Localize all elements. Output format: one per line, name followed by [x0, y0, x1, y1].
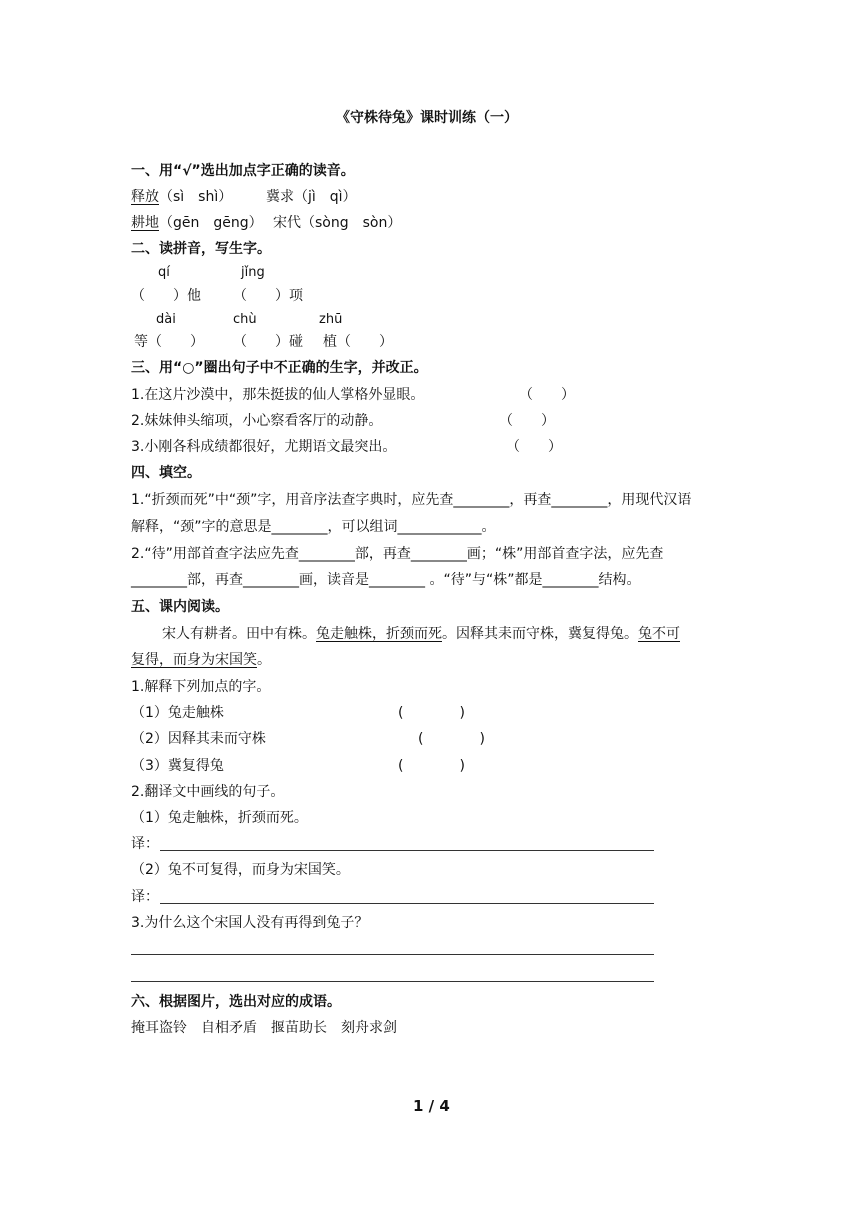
correction-q3-blank: （ ）	[506, 439, 562, 455]
passage-underlined: 复得，而身为宋国笑	[131, 652, 257, 668]
fill-q2-line1: 2.“待”用部首查字法应先查________部，再查________画；“株”用部首查字法，应先查	[131, 546, 664, 562]
word-gengdi: 耕地	[131, 215, 159, 231]
passage-underlined: 兔不可	[638, 626, 680, 642]
correction-q1: 1.在这片沙漠中，那朱挺拔的仙人掌格外显眼。	[131, 387, 425, 403]
section-2-heading: 二、读拼音，写生字。	[131, 241, 271, 257]
correction-q3: 3.小刚各科成绩都很好，尤期语文最突出。	[131, 439, 397, 455]
section-5-heading: 五、课内阅读。	[131, 599, 229, 615]
passage-text: 宋人有耕者。田中有株。	[162, 626, 316, 642]
pinyin-options: （jì qì）	[294, 189, 357, 205]
pinyin-dai: dài	[156, 312, 176, 327]
pinyin-zhu: zhū	[319, 312, 343, 327]
reading-q1-a: （1）兔走触株	[131, 705, 224, 721]
blank-zhu: 植（ ）	[323, 334, 393, 350]
fill-q1-line1: 1.“折颈而死”中“颈”字，用音序法查字典时，应先查________，再查________，用现代汉语	[131, 492, 692, 508]
passage-underlined: 兔走触株，折颈而死	[316, 626, 442, 642]
reading-q3: 3.为什么这个宋国人没有再得到兔子？	[131, 915, 369, 931]
translation-label-2: 译：	[131, 889, 159, 905]
correction-q2: 2.妹妹伸头缩项，小心察看客厅的动静。	[131, 413, 383, 429]
passage-text: 。	[257, 652, 271, 668]
translation-line-1	[160, 850, 654, 851]
reading-q1-c: （3）冀复得兔	[131, 758, 224, 774]
pinyin-options: （gēn gēng）	[159, 215, 263, 231]
pinyin-item-1	[131, 187, 232, 207]
pinyin-item-2	[266, 187, 357, 207]
reading-q2-a: （1）兔走触株，折颈而死。	[131, 810, 308, 826]
answer-line-2	[131, 981, 654, 982]
correction-q2-blank: （ ）	[499, 413, 555, 429]
pinyin-qi: qí	[158, 265, 170, 280]
blank-dai: 等（ ）	[134, 334, 204, 350]
reading-q2-b: （2）兔不可复得，而身为宋国笑。	[131, 862, 350, 878]
translation-line-2	[160, 903, 654, 904]
translation-label-1: 译：	[131, 836, 159, 852]
passage-line-1	[162, 624, 680, 644]
pinyin-jing: jǐng	[241, 265, 265, 280]
pinyin-options: （sòng sòn）	[301, 215, 402, 231]
reading-q2: 2.翻译文中画线的句子。	[131, 784, 285, 800]
word-jiqiu: 冀求	[266, 189, 294, 205]
reading-q1-a-blank: ( )	[398, 705, 465, 721]
page-number: 1 / 4	[413, 1097, 450, 1115]
reading-q1-b: （2）因释其耒而守株	[131, 731, 266, 747]
fill-q1-line2: 解释，“颈”字的意思是________，可以组词____________。	[131, 519, 496, 535]
blank-jing: （ ）项	[233, 288, 303, 304]
section-4-heading: 四、填空。	[131, 465, 201, 481]
fill-q2-line2: ________部，再查________画，读音是________ 。“待”与“株”都是________结构。	[131, 572, 641, 588]
blank-qi: （ ）他	[131, 288, 201, 304]
pinyin-options: （sì shì）	[159, 189, 233, 205]
blank-chu: （ ）碰	[233, 334, 303, 350]
pinyin-item-4	[273, 213, 401, 233]
pinyin-chu: chù	[233, 312, 257, 327]
page-title: 《守株待兔》课时训练（一）	[336, 110, 518, 126]
reading-q1-c-blank: ( )	[398, 758, 465, 774]
section-3-heading: 三、用“○”圈出句子中不正确的生字，并改正。	[131, 360, 428, 376]
idiom-list: 掩耳盗铃 自相矛盾 揠苗助长 刻舟求剑	[131, 1020, 397, 1036]
reading-q1-b-blank: ( )	[418, 731, 485, 747]
section-6-heading: 六、根据图片，选出对应的成语。	[131, 994, 341, 1010]
section-1-heading: 一、用“√”选出加点字正确的读音。	[131, 163, 355, 179]
passage-text: 。因释其耒而守株，冀复得兔。	[442, 626, 638, 642]
word-shifang: 释放	[131, 189, 159, 205]
passage-line-2	[131, 650, 271, 670]
correction-q1-blank: （ ）	[519, 387, 575, 403]
word-songdai: 宋代	[273, 215, 301, 231]
answer-line-1	[131, 954, 654, 955]
pinyin-item-3	[131, 213, 263, 233]
reading-q1: 1.解释下列加点的字。	[131, 679, 271, 695]
